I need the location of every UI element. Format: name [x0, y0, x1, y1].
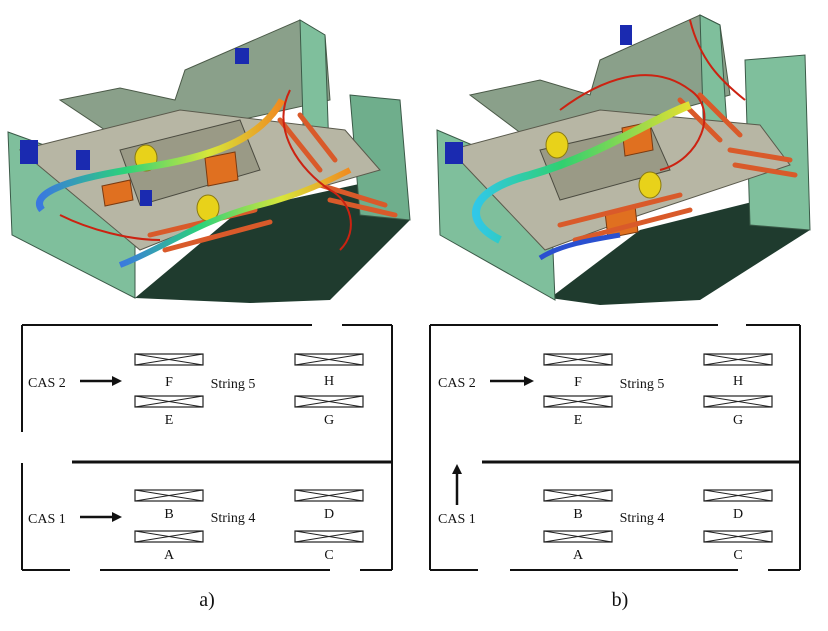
unit-box-A [135, 531, 203, 542]
unit-label-C: C [324, 548, 334, 563]
panel-caption-b: b) [611, 589, 629, 611]
unit-box-B [544, 490, 612, 501]
source-label-cas2: CAS 2 [438, 376, 476, 391]
source-label-cas2: CAS 2 [28, 376, 66, 391]
unit-label-A: A [163, 548, 175, 563]
window-icon [445, 142, 463, 164]
unit-box-G [295, 396, 363, 407]
arrow-right-icon [80, 512, 122, 522]
unit-label-D: D [732, 507, 744, 522]
window-icon [20, 140, 38, 164]
unit-box-H [295, 354, 363, 365]
unit-label-G: G [732, 413, 744, 428]
unit-box-E [135, 396, 203, 407]
unit-box-G [704, 396, 772, 407]
cylinder-icon [639, 172, 661, 198]
unit-label-G: G [323, 413, 335, 428]
unit-box-F [135, 354, 203, 365]
unit-label-H: H [732, 374, 744, 389]
unit-label-B: B [164, 507, 174, 522]
unit-label-E: E [573, 413, 583, 428]
window-icon [76, 150, 90, 170]
unit-box-C [295, 531, 363, 542]
unit-box [205, 152, 238, 186]
unit-label-A: A [572, 548, 584, 563]
arrow-right-icon [80, 376, 122, 386]
window-icon [140, 190, 152, 206]
arrow-up-icon [452, 464, 462, 505]
unit-box-E [544, 396, 612, 407]
cylinder-icon [546, 132, 568, 158]
string-label: String 4 [210, 511, 256, 526]
unit-box-A [544, 531, 612, 542]
panel-caption-a: a) [199, 589, 215, 611]
unit-box-B [135, 490, 203, 501]
unit-box-C [704, 531, 772, 542]
unit-box-D [295, 490, 363, 501]
arrow-right-icon [490, 376, 534, 386]
unit-label-C: C [733, 548, 743, 563]
window-icon [235, 48, 249, 64]
unit-box-D [704, 490, 772, 501]
unit-box-F [544, 354, 612, 365]
source-label-cas1: CAS 1 [438, 512, 476, 527]
render-3d-b [437, 15, 810, 305]
unit-label-F: F [574, 375, 582, 390]
string-label: String 4 [619, 511, 665, 526]
unit-label-E: E [164, 413, 174, 428]
string-label: String 5 [619, 377, 665, 392]
window-icon [620, 25, 632, 45]
string-label: String 5 [210, 377, 256, 392]
unit-label-H: H [323, 374, 335, 389]
unit-label-B: B [573, 507, 583, 522]
unit-box-H [704, 354, 772, 365]
unit-label-D: D [323, 507, 335, 522]
source-label-cas1: CAS 1 [28, 512, 66, 527]
render-3d-a [8, 20, 410, 303]
unit-label-F: F [165, 375, 173, 390]
